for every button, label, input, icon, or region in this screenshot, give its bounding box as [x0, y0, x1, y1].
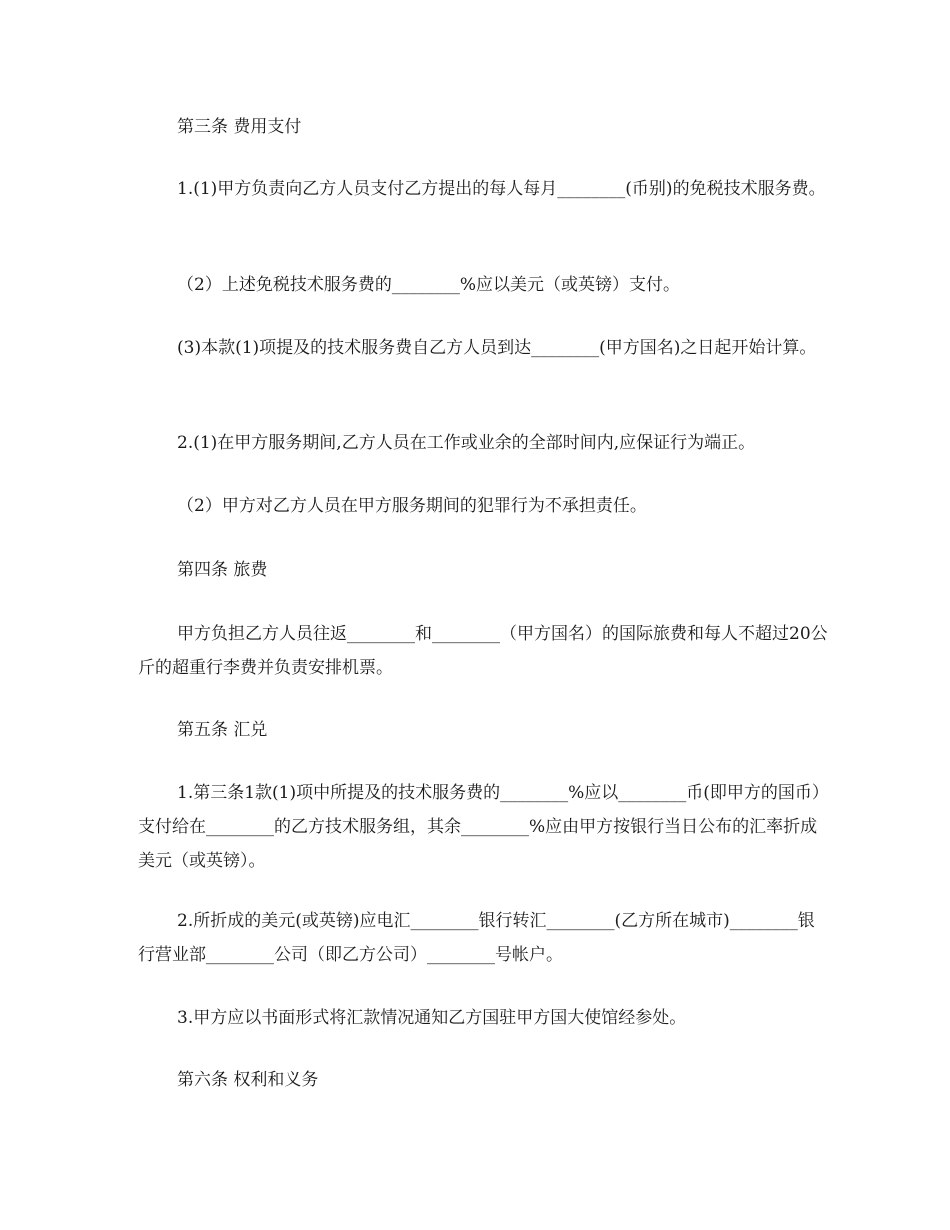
article-3-item-1-3: (3)本款(1)项提及的技术服务费自乙方人员到达________(甲方国名)之日起开始计算。 [177, 338, 817, 358]
article-6-heading: 第六条 权利和义务 [177, 1070, 319, 1090]
article-4-heading: 第四条 旅费 [177, 560, 268, 580]
article-3-item-1-2: （2）上述免税技术服务费的________%应以美元（或英镑）支付。 [177, 275, 680, 295]
article-3-item-2-2: （2）甲方对乙方人员在甲方服务期间的犯罪行为不承担责任。 [177, 496, 647, 516]
article-3-heading: 第三条 费用支付 [177, 117, 302, 137]
article-5-heading: 第五条 汇兑 [177, 720, 268, 740]
article-5-item-3: 3.甲方应以书面形式将汇款情况通知乙方国驻甲方国大使馆经参处。 [177, 1008, 687, 1028]
article-5-item-1: 1.第三条1款(1)项中所提及的技术服务费的________%应以________币(即甲方的国币）支付给在________的乙方技术服务组，其余________%应由甲方按银行当日公布的汇率折成美元（或英镑）。 [138, 783, 821, 871]
article-4-body: 甲方负担乙方人员往返________和________（甲方国名）的国际旅费和每人不超过20公斤的超重行李费并负责安排机票。 [138, 624, 828, 678]
article-3-item-1-1: 1.(1)甲方负责向乙方人员支付乙方提出的每人每月________(币别)的免税技术服务费。 [177, 179, 826, 199]
article-3-item-2-1: 2.(1)在甲方服务期间,乙方人员在工作或业余的全部时间内,应保证行为端正。 [177, 433, 756, 453]
article-5-item-2: 2.所折成的美元(或英镑)应电汇________银行转汇________(乙方所在城市)________银行营业部________公司（即乙方公司）________号帐户。 [138, 911, 815, 965]
